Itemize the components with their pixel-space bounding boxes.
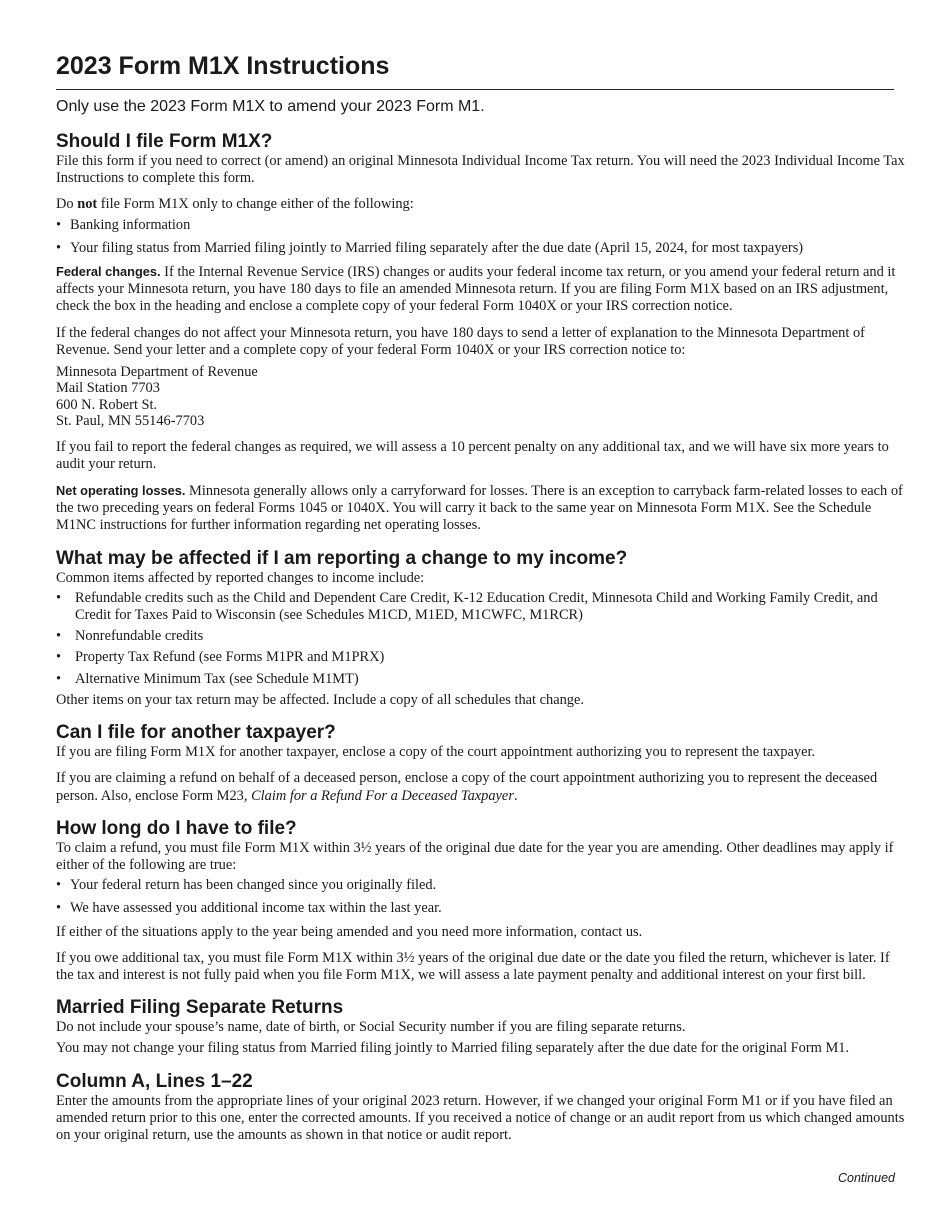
section-affected bbox=[56, 548, 908, 709]
do-not-paragraph: Do not file Form M1X only to change either of the following: bbox=[56, 196, 414, 213]
federal-changes-paragraph: Federal changes. If the Internal Revenue Service (IRS) changes or audits your federal income tax return, or you amend your federal return and it affects your Minnesota return, you have 180 days to file an amended Minnesota return. If you are filing Form M1X based on an IRS adjustment, check the box in the heading and enclose a complete copy of your federal Form 1040X or your IRS correction notice. bbox=[56, 264, 896, 315]
list-item: • Nonrefundable credits bbox=[56, 628, 908, 645]
paragraph: To claim a refund, you must file Form M1X within 3½ years of the original due date for the year you are amending. Other deadlines may apply if either of the following are true: bbox=[56, 839, 894, 873]
bullet-list bbox=[56, 217, 908, 257]
nol-lead: Net operating losses. bbox=[56, 483, 186, 499]
section-heading: Married Filing Separate Returns bbox=[56, 997, 344, 1019]
list-item: • Your filing status from Married filing jointly to Married filing separately after the due date (April 15, 2024, for most taxpayers) bbox=[56, 240, 908, 257]
paragraph: If you owe additional tax, you must file Form M1X within 3½ years of the original due date or the date you filed the return, whichever is later. If the tax and interest is not fully paid when you file Form M1X, we will assess a late payment penalty and additional interest on your first bill. bbox=[56, 949, 890, 983]
paragraph: If either of the situations apply to the year being amended and you need more information, contact us. bbox=[56, 923, 643, 940]
address-line: St. Paul, MN 55146-7703 bbox=[56, 413, 205, 430]
section-heading: Column A, Lines 1–22 bbox=[56, 1070, 253, 1092]
bullet-list bbox=[56, 877, 908, 917]
mailing-address bbox=[56, 364, 908, 430]
section-heading: Can I file for another taxpayer? bbox=[56, 722, 336, 744]
section-heading: What may be affected if I am reporting a change to my income? bbox=[56, 547, 628, 569]
section-how-long bbox=[56, 818, 908, 984]
paragraph: Enter the amounts from the appropriate lines of your original 2023 return. However, if we changed your original Form M1 or if you have filed an amended return prior to this one, enter the corrected amounts. If you received a notice of change or an audit report from us which changed amounts on your original return, use the amounts as shown in that notice or audit report. bbox=[56, 1092, 905, 1143]
list-item: • We have assessed you additional income tax within the last year. bbox=[56, 900, 908, 917]
federal-changes-lead: Federal changes. bbox=[56, 264, 161, 280]
section-another-taxpayer bbox=[56, 722, 908, 805]
paragraph: If the federal changes do not affect your Minnesota return, you have 180 days to send a letter of explanation to the Minnesota Department of Revenue. Send your letter and a complete copy of your federal Form 1040X or your IRS correction notice to: bbox=[56, 324, 865, 358]
paragraph: If you fail to report the federal changes as required, we will assess a 10 percent penalty on any additional tax, and we will have six more years to audit your return. bbox=[56, 438, 889, 472]
nol-paragraph: Net operating losses. Minnesota generally allows only a carryforward for losses. There is an exception to carryback farm-related losses to each of the two preceding years on federal Forms 1045 or 1040X. You will carry it back to the same year on Minnesota Form M1X. See the Schedule M1NC instructions for further information regarding net operating losses. bbox=[56, 483, 903, 534]
paragraph: You may not change your filing status from Married filing jointly to Married filing separately after the due date for the original Form M1. bbox=[56, 1040, 850, 1057]
page-subtitle: Only use the 2023 Form M1X to amend your 2023 Form M1. bbox=[56, 98, 485, 115]
address-line: Minnesota Department of Revenue bbox=[56, 364, 258, 381]
paragraph: File this form if you need to correct (or amend) an original Minnesota Individual Income Tax return. You will need the 2023 Individual Income Tax Instructions to complete this form. bbox=[56, 153, 905, 187]
continued-label: Continued bbox=[838, 1171, 895, 1185]
deceased-paragraph: If you are claiming a refund on behalf of a deceased person, enclose a copy of the court appointment authorizing you to represent the deceased person. Also, enclose Form M23, Claim for a Refund For a Deceased Taxpayer. bbox=[56, 770, 878, 804]
section-column-a bbox=[56, 1071, 908, 1145]
list-item: • Property Tax Refund (see Forms M1PR and M1PRX) bbox=[56, 649, 908, 666]
section-should-file bbox=[56, 131, 908, 535]
paragraph: Common items affected by reported changes to income include: bbox=[56, 569, 425, 586]
bullet-list bbox=[56, 590, 908, 688]
section-heading: How long do I have to file? bbox=[56, 817, 297, 839]
list-item: • Your federal return has been changed since you originally filed. bbox=[56, 877, 908, 894]
page-title: 2023 Form M1X Instructions bbox=[56, 52, 390, 80]
list-item: • Banking information bbox=[56, 217, 908, 234]
instructions-page bbox=[56, 50, 908, 1144]
address-line: Mail Station 7703 bbox=[56, 380, 160, 397]
emphasis-not: not bbox=[77, 196, 98, 213]
list-item: • Alternative Minimum Tax (see Schedule M1MT) bbox=[56, 671, 908, 688]
section-heading: Should I file Form M1X? bbox=[56, 131, 273, 152]
paragraph: Do not include your spouse’s name, date of birth, or Social Security number if you are filing separate returns. bbox=[56, 1019, 686, 1036]
paragraph: Other items on your tax return may be affected. Include a copy of all schedules that change. bbox=[56, 691, 584, 708]
address-line: 600 N. Robert St. bbox=[56, 396, 158, 413]
list-item: • Refundable credits such as the Child and Dependent Care Credit, K-12 Education Credit, Minnesota Child and Working Family Credit, and Credit for Taxes Paid to Wisconsin (see Schedules M1CD, M1ED, M1CWFC, M1RCR) bbox=[56, 590, 908, 624]
title-rule bbox=[56, 89, 894, 90]
form-title-italic: Claim for a Refund For a Deceased Taxpayer bbox=[251, 787, 514, 804]
section-married-separate bbox=[56, 997, 908, 1057]
paragraph: If you are filing Form M1X for another taxpayer, enclose a copy of the court appointment authorizing you to represent the taxpayer. bbox=[56, 744, 816, 761]
